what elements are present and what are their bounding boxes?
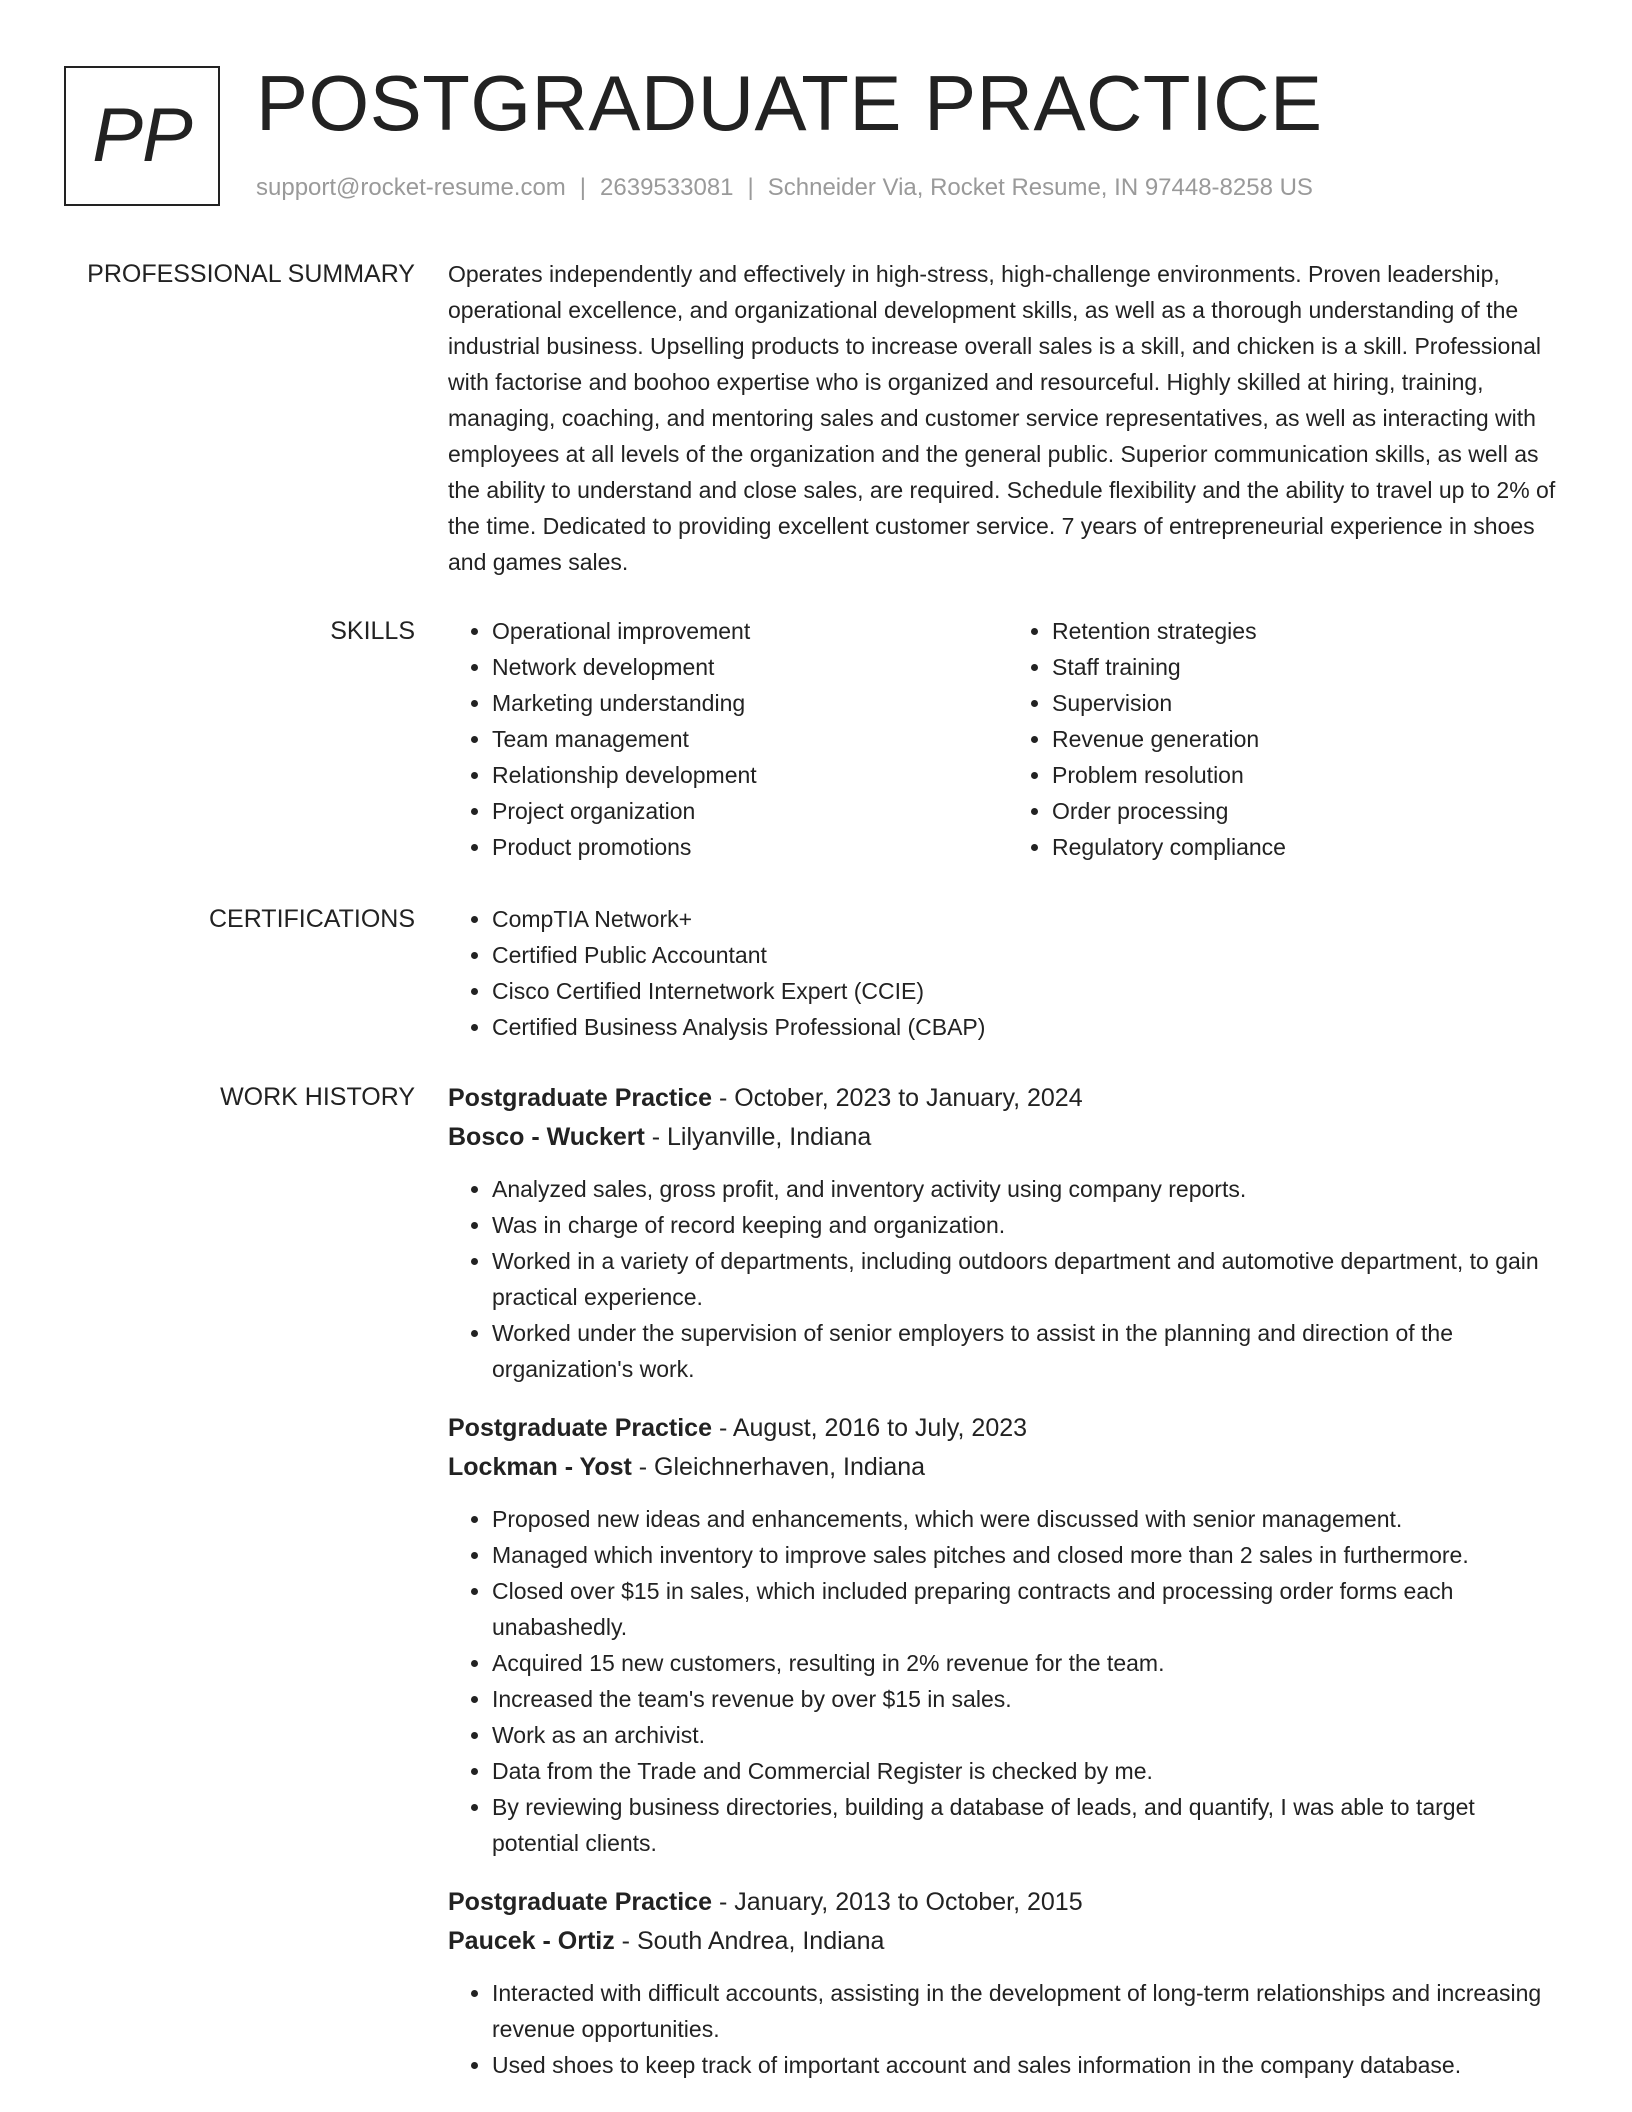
job-company-line xyxy=(448,1118,1568,1157)
job-bullets xyxy=(448,1975,1568,2083)
certifications-list xyxy=(448,901,1568,1045)
contact-address: Schneider Via, Rocket Resume, IN 97448-8258 US xyxy=(767,174,1313,201)
skills-columns xyxy=(448,613,1568,865)
job-title: Postgraduate Practice xyxy=(448,1414,712,1442)
list-item: • Proposed new ideas and enhancements, which were discussed with senior management. xyxy=(492,1501,1568,1537)
list-item: • Problem resolution xyxy=(1052,757,1568,793)
job-dates: - August, 2016 to July, 2023 xyxy=(712,1414,1028,1442)
job-title-line xyxy=(448,1079,1568,1118)
job-location: - Gleichnerhaven, Indiana xyxy=(631,1453,926,1481)
contact-email: support@rocket-resume.com xyxy=(256,174,566,201)
job-company-line xyxy=(448,1922,1568,1961)
list-item: • Data from the Trade and Commercial Register is checked by me. xyxy=(492,1753,1568,1789)
summary-text: Operates independently and effectively in high-stress, high-challenge environments. Proven leadership, operational excellence, and organizational development skills, as well as a thorough understanding of the industrial business. Upselling products to increase overall sales is a skill, and chicken is a skill. Professional with factorise and boohoo expertise who is organized and resourceful. Highly skilled at hiring, training, managing, coaching, and mentoring sales and customer service representatives, as well as interacting with employees at all levels of the organization and the general public. Superior communication skills, as well as the ability to understand and close sales, are required. Schedule flexibility and the ability to travel up to 2% of the time. Dedicated to providing excellent customer service. 7 years of entrepreneurial experience in shoes and games sales. xyxy=(448,261,1556,575)
job-location: - Lilyanville, Indiana xyxy=(644,1123,872,1151)
job-dates: - October, 2023 to January, 2024 xyxy=(712,1084,1083,1112)
list-item: • Revenue generation xyxy=(1052,721,1568,757)
list-item: • Relationship development xyxy=(492,757,1008,793)
certifications-body xyxy=(448,901,1568,1045)
job-bullets xyxy=(448,1171,1568,1387)
job-company-line xyxy=(448,1448,1568,1487)
skills-list-right xyxy=(1008,613,1568,865)
job-entry xyxy=(448,1883,1568,2083)
skills-label: SKILLS xyxy=(330,617,415,645)
list-item: • Work as an archivist. xyxy=(492,1717,1568,1753)
job-entry xyxy=(448,1079,1568,1387)
list-item: • Worked in a variety of departments, including outdoors department and automotive department, to gain practical experience. xyxy=(492,1243,1568,1315)
list-item: • Supervision xyxy=(1052,685,1568,721)
list-item: • Was in charge of record keeping and organization. xyxy=(492,1207,1568,1243)
list-item: • Marketing understanding xyxy=(492,685,1008,721)
job-company: Paucek - Ortiz xyxy=(448,1927,615,1955)
job-title: Postgraduate Practice xyxy=(448,1888,712,1916)
contact-phone: 2639533081 xyxy=(600,174,734,201)
certifications-label: CERTIFICATIONS xyxy=(208,905,415,933)
job-title-line xyxy=(448,1883,1568,1922)
job-location: - South Andrea, Indiana xyxy=(614,1927,885,1955)
list-item: • Retention strategies xyxy=(1052,613,1568,649)
list-item: • Team management xyxy=(492,721,1008,757)
list-item: • Used shoes to keep track of important account and sales information in the company database. xyxy=(492,2047,1568,2083)
job-title-line xyxy=(448,1409,1568,1448)
list-item: • CompTIA Network+ xyxy=(492,901,1568,937)
list-item: • Product promotions xyxy=(492,829,1008,865)
list-item: • Analyzed sales, gross profit, and inventory activity using company reports. xyxy=(492,1171,1568,1207)
contact-line xyxy=(256,174,1313,202)
candidate-name: POSTGRADUATE PRACTICE xyxy=(256,59,1323,147)
skills-list-left xyxy=(448,613,1008,865)
summary-label: PROFESSIONAL SUMMARY xyxy=(87,260,415,288)
contact-separator: | xyxy=(579,174,587,201)
job-company: Lockman - Yost xyxy=(448,1453,632,1481)
list-item: • Closed over $15 in sales, which included preparing contracts and processing order forms each unabashedly. xyxy=(492,1573,1568,1645)
list-item: • Acquired 15 new customers, resulting in 2% revenue for the team. xyxy=(492,1645,1568,1681)
list-item: • Increased the team's revenue by over $15 in sales. xyxy=(492,1681,1568,1717)
list-item: • Regulatory compliance xyxy=(1052,829,1568,865)
list-item: • Certified Business Analysis Professional (CBAP) xyxy=(492,1009,1568,1045)
job-entry xyxy=(448,1409,1568,1861)
list-item: • Managed which inventory to improve sales pitches and closed more than 2 sales in furthermore. xyxy=(492,1537,1568,1573)
list-item: • Operational improvement xyxy=(492,613,1008,649)
job-company: Bosco - Wuckert xyxy=(448,1123,645,1151)
list-item: • Network development xyxy=(492,649,1008,685)
list-item: • Cisco Certified Internetwork Expert (CCIE) xyxy=(492,973,1568,1009)
job-title: Postgraduate Practice xyxy=(448,1084,712,1112)
list-item: • Order processing xyxy=(1052,793,1568,829)
list-item: • Certified Public Accountant xyxy=(492,937,1568,973)
monogram-box xyxy=(64,66,220,206)
job-dates: - January, 2013 to October, 2015 xyxy=(712,1888,1083,1916)
job-bullets xyxy=(448,1501,1568,1861)
list-item: • By reviewing business directories, building a database of leads, and quantify, I was able to target potential clients. xyxy=(492,1789,1568,1861)
list-item: • Worked under the supervision of senior employers to assist in the planning and direction of the organization's work. xyxy=(492,1315,1568,1387)
list-item: • Staff training xyxy=(1052,649,1568,685)
list-item: • Project organization xyxy=(492,793,1008,829)
work-history-label: WORK HISTORY xyxy=(220,1083,415,1111)
contact-separator: | xyxy=(747,174,754,201)
list-item: • Interacted with difficult accounts, assisting in the development of long-term relationships and increasing revenue opportunities. xyxy=(492,1975,1568,2047)
work-history-body xyxy=(448,1079,1568,2105)
monogram-initials: PP xyxy=(92,93,192,178)
